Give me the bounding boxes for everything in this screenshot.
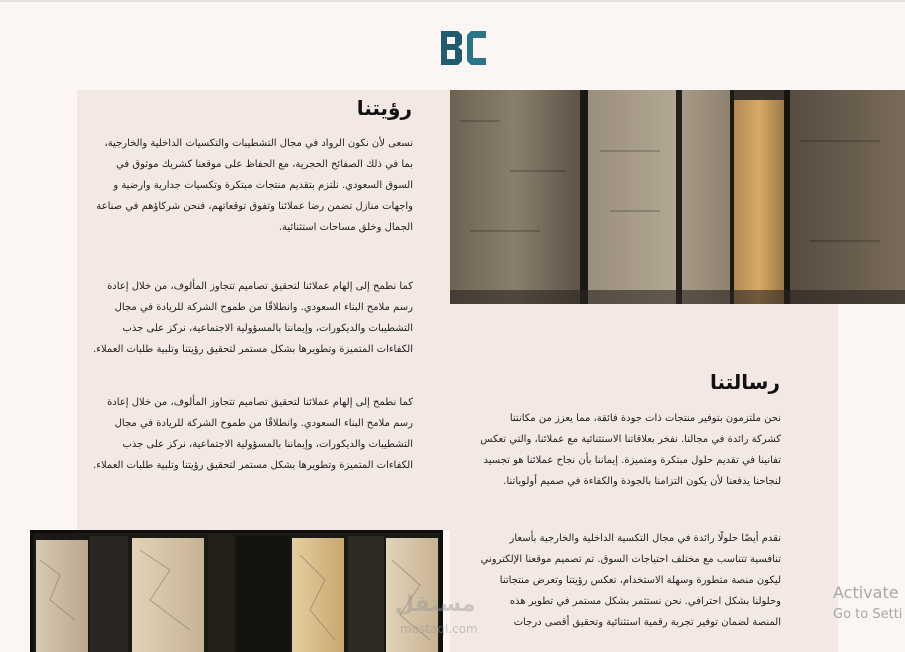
mostaql-watermark: مستقل xyxy=(395,592,476,617)
mission-paragraph-1: نحن ملتزمون بتوفير منتجات ذات جودة فائقة، مما يعزز من مكانتنا كشركة رائدة في مجالنا. نفخر بعلاقاتنا الاستثنائية مع عملائنا، والتي تعكس تفانينا في تقديم حلول مبتكرة ومتميزة. إيماننا بأن نجاح عملائنا هو تجسيد لنجاحنا يدفعنا لأن يكون التزامنا بالجودة والكفاءة في صميم أولوياتنا. xyxy=(480,413,781,487)
rock-texture-panels-image xyxy=(30,530,443,652)
vision-paragraph-3: كما نطمح إلى إلهام عملائنا لتحقيق تصاميم تتجاوز المألوف، من خلال إعادة رسم ملامح البناء السعودي. وانطلاقًا من طموح الشركة للريادة في مجال التشطيبات والديكورات، وإيماننا بالمسؤولية الاجتماعية، نركز على جذب الكفاءات المتميزة وتطويرها بشكل مستمر لتحقيق رؤيتنا وتلبية طلبات العملاء. xyxy=(93,397,413,471)
activate-windows-subtitle: Go to Setti xyxy=(833,607,903,622)
mostaql-watermark-url: mostaql.com xyxy=(400,622,478,636)
activate-windows-title: Activate xyxy=(833,583,899,602)
mission-paragraph-2: نقدم أيضًا حلولًا رائدة في مجال التكسية الداخلية والخارجية بأسعار تنافسية تتناسب مع مختلف احتياجات السوق. تم تصميم موقعنا الإلكتروني ليكون منصة متطورة وسهلة الاستخدام، تعكس رؤيتنا وتعرض منتجاتنا وحلولنا بشكل احترافي. نحن نستثمر بشكل مستمر في تطوير هذه المنصة لضمان توفير تجربة رقمية استثنائية وتحقيق أقصى درجات xyxy=(480,533,781,628)
mission-title: رسالتنا xyxy=(709,370,780,394)
stone-panels-showroom-image xyxy=(450,90,905,304)
vision-title: رؤيتنا xyxy=(356,96,412,120)
top-border xyxy=(0,0,905,2)
vision-paragraph-2: كما نطمح إلى إلهام عملائنا لتحقيق تصاميم تتجاوز المألوف، من خلال إعادة رسم ملامح البناء السعودي. وانطلاقًا من طموح الشركة للريادة في مجال التشطيبات والديكورات، وإيماننا بالمسؤولية الاجتماعية، نركز على جذب الكفاءات المتميزة وتطويرها بشكل مستمر لتحقيق رؤيتنا وتلبية طلبات العملاء. xyxy=(93,281,413,355)
bc-logo-icon[interactable] xyxy=(440,29,488,67)
vision-paragraph-1: نسعى لأن نكون الرواد في مجال التشطيبات والتكسيات الداخلية والخارجية، بما في ذلك الصفائح الحجرية، مع الحفاظ على موقعنا كشريك موثوق في السوق السعودي. نلتزم بتقديم منتجات مبتكرة وتكسيات جدارية وارضية و واجهات منازل تضمن رضا عملائنا وتفوق توقعاتهم، فنحن شركاؤهم في صناعة الجمال وخلق مساحات استثنائية. xyxy=(96,138,413,233)
